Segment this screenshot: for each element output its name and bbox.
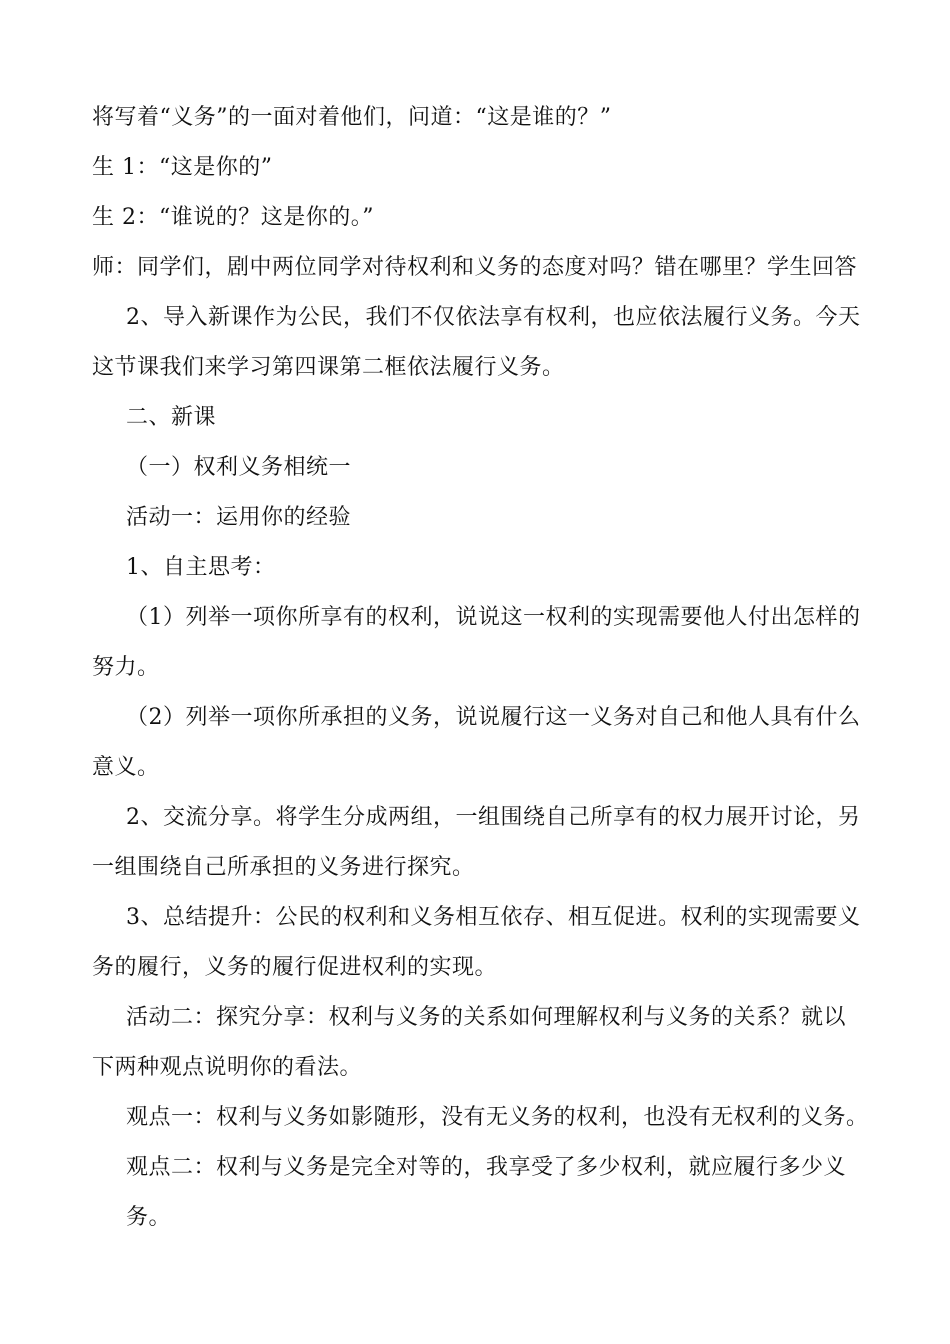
text-line: 师：同学们，剧中两位同学对待权利和义务的态度对吗？错在哪里？学生回答	[92, 255, 858, 280]
text-line: 务的履行，义务的履行促进权利的实现。	[92, 955, 498, 980]
text-line: 观点一：权利与义务如影随形，没有无义务的权利，也没有无权利的义务。	[126, 1105, 869, 1130]
text-line: （2）列举一项你所承担的义务，说说履行这一义务对自己和他人具有什么	[126, 705, 861, 730]
text-line: 3、总结提升：公民的权利和义务相互依存、相互促进。权利的实现需要义	[126, 905, 861, 930]
text-line: 生 2：“谁说的？这是你的。”	[92, 205, 374, 230]
text-line: 务。	[126, 1205, 172, 1230]
text-line: 1、自主思考：	[126, 555, 276, 580]
subsection-heading: （一）权利义务相统一	[126, 455, 352, 480]
text-line: 观点二：权利与义务是完全对等的，我享受了多少权利，就应履行多少义	[126, 1155, 847, 1180]
section-heading: 二、新课	[126, 405, 217, 430]
text-line: 2、交流分享。将学生分成两组，一组围绕自己所享有的权力展开讨论，另	[126, 805, 861, 830]
text-line: 将写着“义务”的一面对着他们，问道：“这是谁的？”	[92, 105, 612, 130]
text-line: （1）列举一项你所享有的权利，说说这一权利的实现需要他人付出怎样的	[126, 605, 861, 630]
text-line: 生 1：“这是你的”	[92, 155, 273, 180]
text-line: 意义。	[92, 755, 160, 780]
text-line: 活动一：运用你的经验	[126, 505, 352, 530]
text-line: 下两种观点说明你的看法。	[92, 1055, 363, 1080]
text-line: 活动二：探究分享：权利与义务的关系如何理解权利与义务的关系？就以	[126, 1005, 847, 1030]
text-line: 2、导入新课作为公民，我们不仅依法享有权利，也应依法履行义务。今天	[126, 305, 861, 330]
text-line: 这节课我们来学习第四课第二框依法履行义务。	[92, 355, 565, 380]
text-line: 努力。	[92, 655, 160, 680]
text-line: 一组围绕自己所承担的义务进行探究。	[92, 855, 475, 880]
